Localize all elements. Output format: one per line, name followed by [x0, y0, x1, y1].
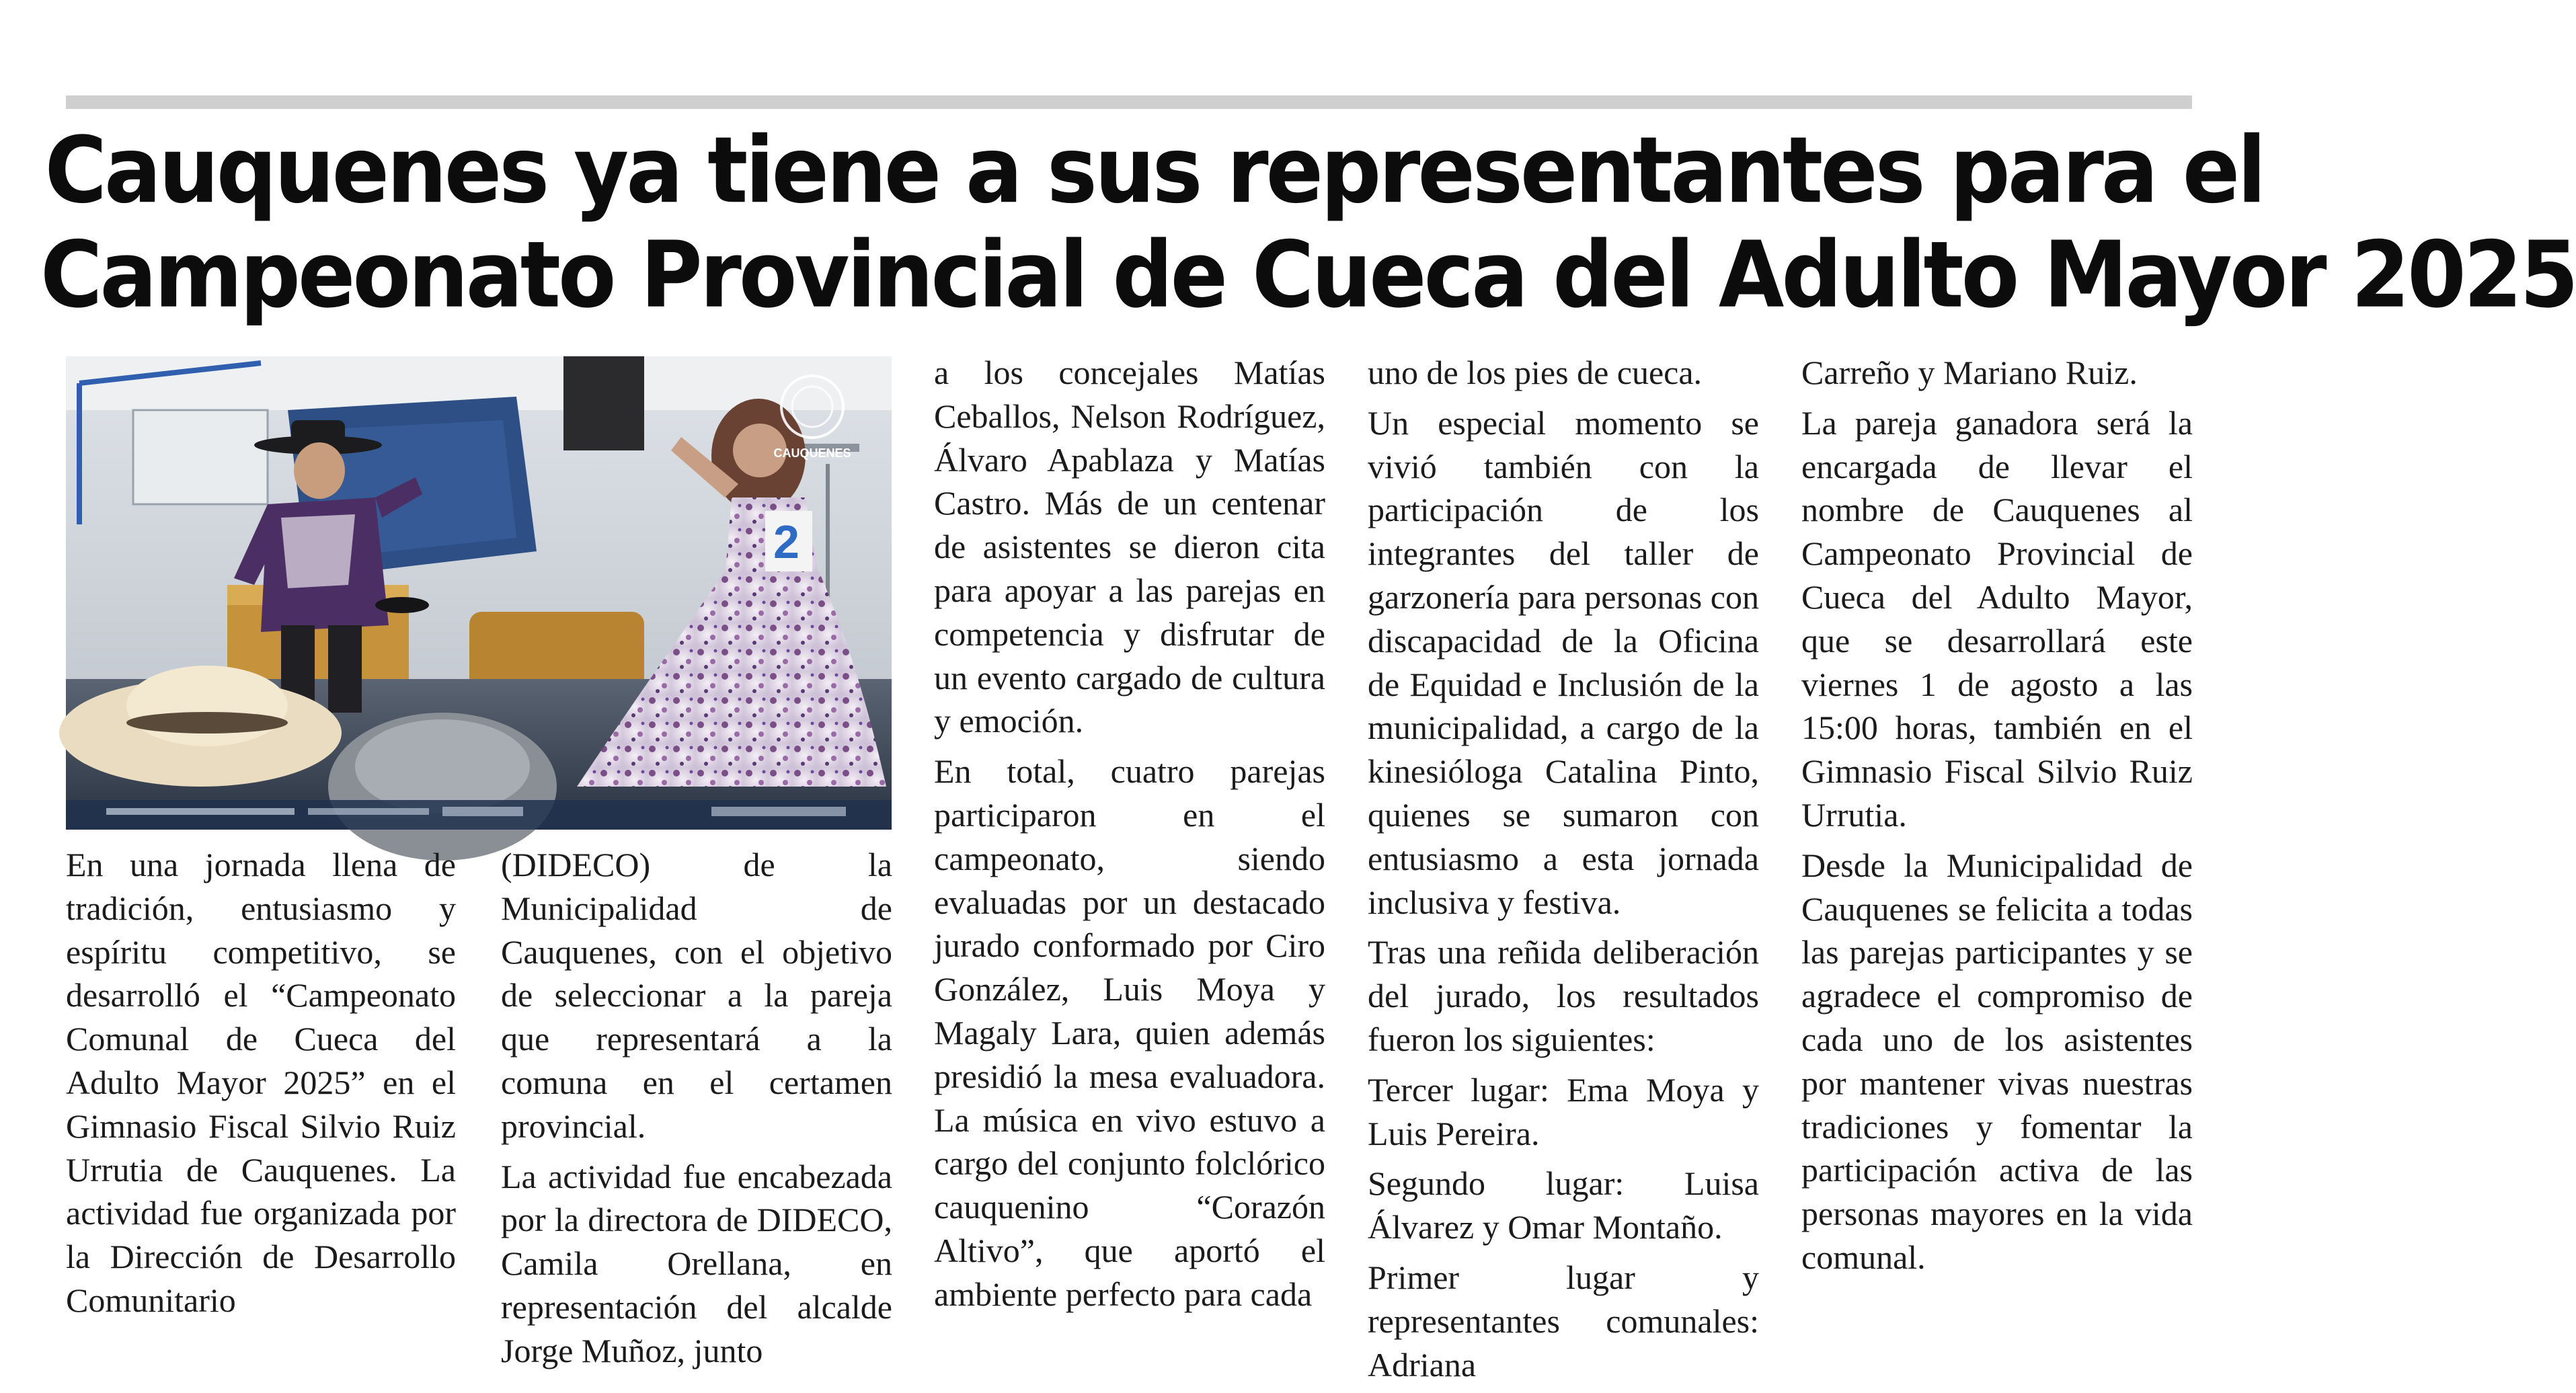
top-rule	[66, 95, 2192, 109]
article-photo	[66, 356, 892, 830]
column-5	[1801, 351, 2193, 1286]
column-4-paragraph-6: Primer lugar y representantes comunales: Adriana	[1368, 1258, 1759, 1384]
column-2	[501, 843, 892, 1380]
column-3-paragraph-1: a los concejales Matías Ceballos, Nelson Rodríguez, Álvaro Apablaza y Matías Castro. Más de un centenar de asistentes se dieron cita para apoyar a las parejas en competencia y disfrutar de un evento cargado de cultura y emoción.	[934, 354, 1325, 740]
column-5-paragraph-2: La pareja ganadora será la encargada de llevar el nombre de Cauquenes al Campeonato Provincial de Cueca del Adulto Mayor, que se desarrollará este viernes 1 de agosto a las 15:00 horas, también en el Gimnasio Fiscal Silvio Ruiz Urrutia.	[1801, 403, 2193, 834]
column-5-paragraph-3: Desde la Municipalidad de Cauquenes se felicita a todas las parejas participantes y se agradece el compromiso de cada uno de los asistentes por mantener vivas nuestras tradiciones y fomentar la participación activa de las personas mayores en la vida comunal.	[1801, 846, 2193, 1276]
column-5-paragraph-1: Carreño y Mariano Ruiz.	[1801, 354, 2138, 391]
column-4-paragraph-5: Segundo lugar: Luisa Álvarez y Omar Montaño.	[1368, 1164, 1759, 1246]
logo-text: CAUQUENES	[773, 446, 851, 460]
column-4	[1368, 351, 1759, 1393]
column-1	[66, 843, 456, 1329]
headline-line-2: Campeonato Provincial de Cueca del Adulto Mayor 2025	[40, 221, 2576, 329]
headline-line-1: Cauquenes ya tiene a sus representantes para el	[44, 116, 2264, 224]
column-4-paragraph-2: Un especial momento se vivió también con la participación de los integrantes del taller de garzonería para personas con discapacidad de la Oficina de Equidad e Inclusión de la municipalidad, a cargo de la kinesióloga Catalina Pinto, quienes se sumaron con entusiasmo a esta jornada inclusiva y festiva.	[1368, 403, 1759, 921]
column-3	[934, 351, 1325, 1323]
column-3-paragraph-2: En total, cuatro parejas participaron en el campeonato, siendo evaluadas por un destacado jurado conformado por Ciro González, Luis Moya y Magaly Lara, quien además presidió la mesa evaluadora. La música en vivo estuvo a cargo del conjunto folclórico cauquenino “Corazón Altivo”, que aportó el ambiente perfecto para cada	[934, 752, 1325, 1313]
jersey-number: 2	[773, 516, 799, 568]
column-2-paragraph-2: La actividad fue encabezada por la directora de DIDECO, Camila Orellana, en representación del alcalde Jorge Muñoz, junto	[501, 1157, 892, 1369]
column-1-paragraph-1: En una jornada llena de tradición, entusiasmo y espíritu competitivo, se desarrolló el “Campeonato Comunal de Cueca del Adulto Mayor 2025” en el Gimnasio Fiscal Silvio Ruiz Urrutia de Cauquenes. La actividad fue organizada por la Dirección de Desarrollo Comunitario	[66, 846, 456, 1319]
column-4-paragraph-3: Tras una reñida deliberación del jurado, los resultados fueron los siguientes:	[1368, 933, 1759, 1058]
headline	[40, 116, 2576, 329]
column-2-paragraph-1: (DIDECO) de la Municipalidad de Cauquenes, con el objetivo de seleccionar a la pareja que representará a la comuna en el certamen provincial.	[501, 846, 892, 1145]
column-4-paragraph-4: Tercer lugar: Ema Moya y Luis Pereira.	[1368, 1070, 1759, 1152]
column-4-paragraph-1: uno de los pies de cueca.	[1368, 354, 1703, 391]
